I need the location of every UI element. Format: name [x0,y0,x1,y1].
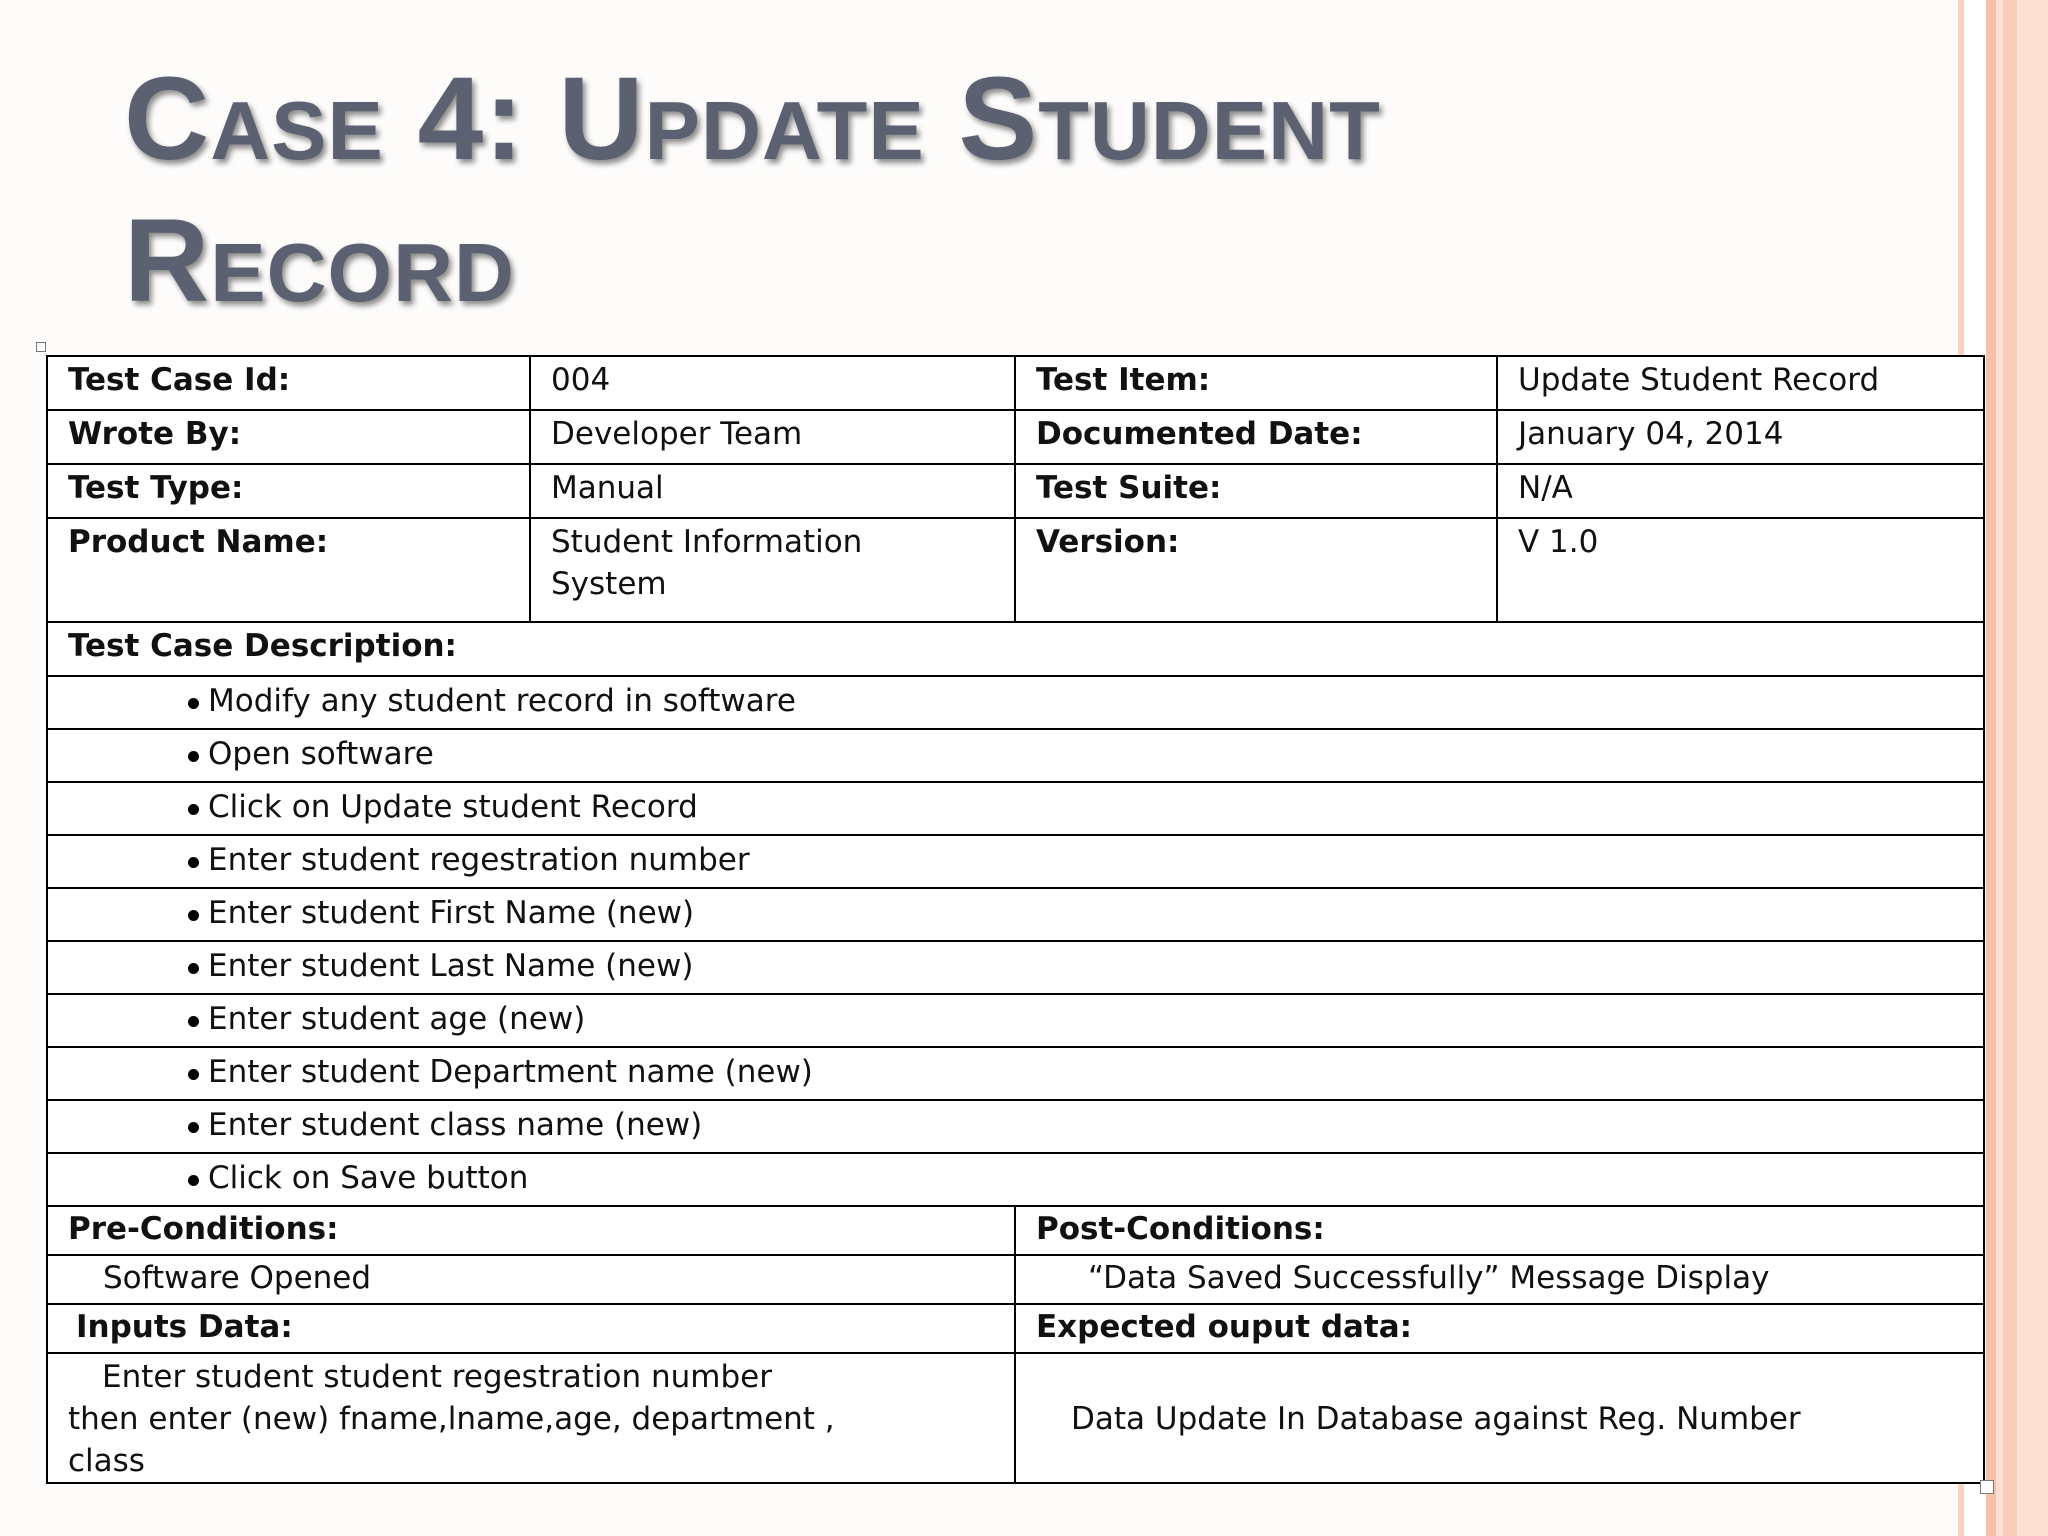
test-type-label: Test Type: [47,464,530,518]
step-row [47,994,1984,1047]
step-text: Enter student First Name (new) [208,895,695,931]
table-move-handle[interactable] [36,342,46,352]
table-row [47,356,1984,410]
title-line-2: Record [124,195,515,327]
test-type-value: Manual [530,464,1015,518]
step-item [47,888,1984,941]
post-conditions-label: Post-Conditions: [1015,1206,1984,1255]
pre-conditions-value: Software Opened [47,1255,1015,1304]
step-text: Enter student age (new) [208,1001,586,1037]
step-row [47,676,1984,729]
expected-output-label: Expected ouput data: [1015,1304,1984,1353]
version-label: Version: [1015,518,1497,622]
step-item [47,835,1984,888]
table-row [47,518,1984,622]
product-name-line-1: Student Information [551,524,863,560]
bullet-icon [188,804,199,815]
wrote-by-value: Developer Team [530,410,1015,464]
step-item [47,994,1984,1047]
test-suite-value: N/A [1497,464,1984,518]
test-case-id-label: Test Case Id: [47,356,530,410]
bullet-icon [188,698,199,709]
step-row [47,1153,1984,1206]
product-name-label: Product Name: [47,518,530,622]
test-item-value: Update Student Record [1497,356,1984,410]
step-item [47,676,1984,729]
wrote-by-label: Wrote By: [47,410,530,464]
test-suite-label: Test Suite: [1015,464,1497,518]
bullet-icon [188,910,199,921]
inputs-data-label: Inputs Data: [47,1304,1015,1353]
bullet-icon [188,1122,199,1133]
table-row [47,1353,1984,1483]
inputs-line-2: then enter (new) fname,lname,age, department , [68,1401,835,1437]
table-row [47,1206,1984,1255]
post-conditions-value: “Data Saved Successfully” Message Display [1015,1255,1984,1304]
bullet-icon [188,963,199,974]
pre-conditions-label: Pre-Conditions: [47,1206,1015,1255]
step-text: Enter student Department name (new) [208,1054,813,1090]
step-text: Click on Save button [208,1160,529,1196]
inputs-line-1: Enter student student regestration number [102,1359,772,1395]
table-row [47,1255,1984,1304]
decorative-stripe [2003,0,2017,1536]
test-case-id-value: 004 [530,356,1015,410]
step-item [47,782,1984,835]
title-line-1: Case 4: Update Student [124,53,1381,185]
expected-output-value: Data Update In Database against Reg. Number [1015,1353,1984,1483]
table-row [47,1304,1984,1353]
inputs-data-value [47,1353,1015,1483]
step-item [47,1153,1984,1206]
description-label: Test Case Description: [47,622,1984,676]
bullet-icon [188,1175,199,1186]
table-row [47,410,1984,464]
step-row [47,888,1984,941]
table-row [47,622,1984,676]
slide-title [124,48,1924,332]
table-row [47,464,1984,518]
bullet-icon [188,1016,199,1027]
version-value: V 1.0 [1497,518,1984,622]
step-item [47,1047,1984,1100]
product-name-value [530,518,1015,622]
step-item [47,941,1984,994]
step-row [47,1100,1984,1153]
step-row [47,1047,1984,1100]
step-row [47,835,1984,888]
step-text: Open software [208,736,434,772]
step-text: Enter student class name (new) [208,1107,703,1143]
step-row [47,782,1984,835]
decorative-stripe [1986,0,1996,1536]
step-text: Modify any student record in software [208,683,796,719]
step-text: Enter student Last Name (new) [208,948,694,984]
bullet-icon [188,857,199,868]
step-text: Click on Update student Record [208,789,698,825]
bullet-icon [188,1069,199,1080]
bullet-icon [188,751,199,762]
step-text: Enter student regestration number [208,842,750,878]
documented-date-value: January 04, 2014 [1497,410,1984,464]
product-name-line-2: System [551,566,667,602]
step-row [47,729,1984,782]
step-item [47,729,1984,782]
step-item [47,1100,1984,1153]
inputs-line-3: class [68,1443,145,1479]
test-item-label: Test Item: [1015,356,1497,410]
documented-date-label: Documented Date: [1015,410,1497,464]
table-resize-handle[interactable] [1980,1480,1994,1494]
test-case-table [46,355,1985,1484]
step-row [47,941,1984,994]
